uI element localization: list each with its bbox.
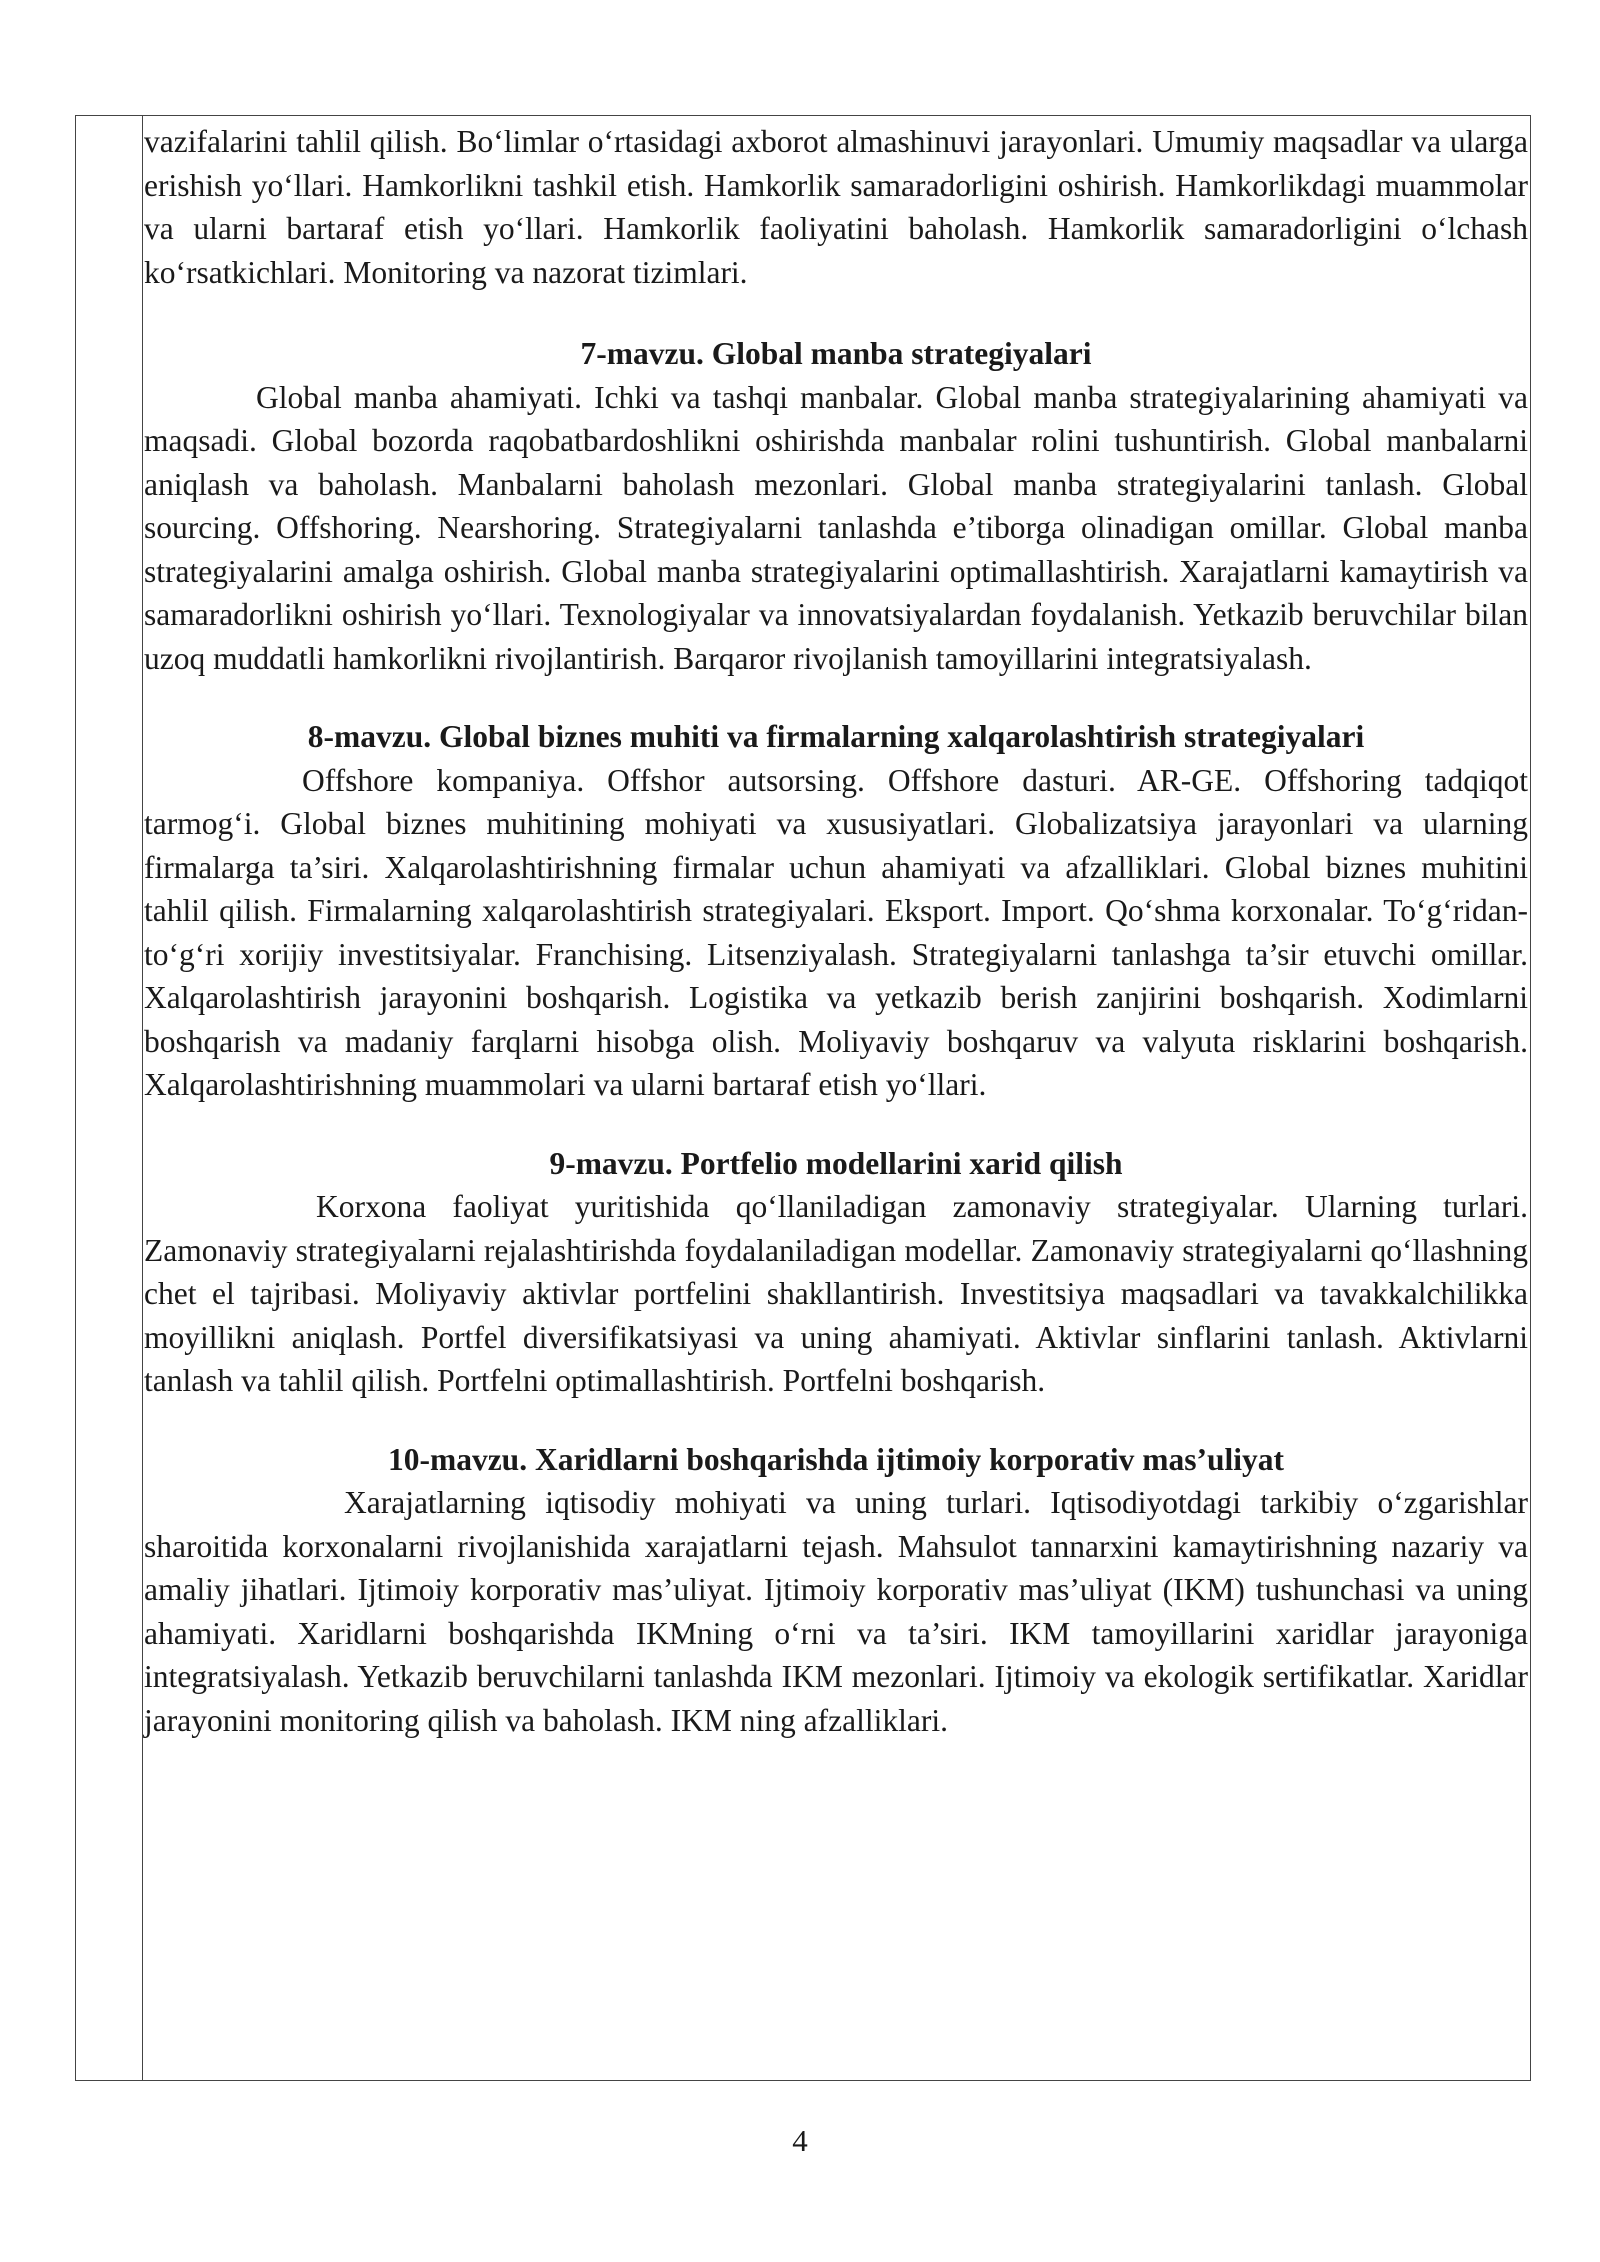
section-body-10: Xarajatlarning iqtisodiy mohiyati va uning turlari. Iqtisodiyotdagi tarkibiy o‘zgarishlar sharoitida korxonalarni rivojlanishida xarajatlarni tejash. Mahsulot tannarxini kamaytirishning nazariy va amaliy jihatlari. Ijtimoiy korporativ mas’uliyat. Ijtimoiy korporativ mas’uliyat (IKM) tushunchasi va uning ahamiyati. Xaridlarni boshqarishda IKMning o‘rni va ta’siri. IKM tamoyillarini xaridlar jarayoniga integratsiyalash. Yetkazib beruvchilarni tanlashda IKM mezonlari. Ijtimoiy va ekologik sertifikatlar. Xaridlar jarayonini monitoring qilish va baholash. IKM ning afzalliklari. bbox=[144, 1485, 1528, 1738]
section-body-9: Korxona faoliyat yuritishida qo‘llaniladigan zamonaviy strategiyalar. Ularning turlari. Zamonaviy strategiyalarni rejalashtirishda foydalaniladigan modellar. Zamonaviy strategiyalarni qo‘llashning chet el tajribasi. Moliyaviy aktivlar portfelini shakllantirish. Investitsiya maqsadlari va tavakkalchilikka moyillikni aniqlash. Portfel diversifikatsiyasi va uning ahamiyati. Aktivlar sinflarini tanlash. Aktivlarni tanlash va tahlil qilish. Portfelni optimallashtirish. Portfelni boshqarish. bbox=[144, 1189, 1528, 1398]
content-table bbox=[75, 115, 1531, 2081]
section-body-8: Offshore kompaniya. Offshor autsorsing. Offshore dasturi. AR-GE. Offshoring tadqiqot tarmog‘i. Global biznes muhitining mohiyati va xususiyatlari. Globalizatsiya jarayonlari va ularning firmalarga ta’siri. Xalqarolashtirishning firmalar uchun ahamiyati va afzalliklari. Global biznes muhitini tahlil qilish. Firmalarning xalqarolashtirish strategiyalari. Eksport. Import. Qo‘shma korxonalar. To‘g‘ridan-to‘g‘ri xorijiy investitsiyalar. Franchising. Litsenziyalash. Strategiyalarni tanlashga ta’sir etuvchi omillar. Xalqarolashtirish jarayonini boshqarish. Logistika va yetkazib berish zanjirini boshqarish. Xodimlarni boshqarish va madaniy farqlarni hisobga olish. Moliyaviy boshqaruv va valyuta risklarini boshqarish. Xalqarolashtirishning muammolari va ularni bartaraf etish yo‘llari. bbox=[144, 762, 1528, 1102]
section-heading-8: 8-mavzu. Global biznes muhiti va firmalarning xalqarolashtirish strategiyalari bbox=[307, 719, 1365, 754]
section-heading-9: 9-mavzu. Portfelio modellarini xarid qilish bbox=[549, 1145, 1123, 1181]
section-heading-7: 7-mavzu. Global manba strategiyalari bbox=[580, 336, 1092, 371]
section-body-7: Global manba ahamiyati. Ichki va tashqi manbalar. Global manba strategiyalarining ahamiyati va maqsadi. Global bozorda raqobatbardoshlikni oshirishda manbalar rolini tushuntirish. Global manbalarni aniqlash va baholash. Manbalarni baholash mezonlari. Global manba strategiyalarini tanlash. Global sourcing. Offshoring. Nearshoring. Strategiyalarni tanlashda e’tiborga olinadigan omillar. Global manba strategiyalarini amalga oshirish. Global manba strategiyalarini optimallashtirish. Xarajatlarni kamaytirish va samaradorlikni oshirish yo‘llari. Texnologiyalar va innovatsiyalardan foydalanish. Yetkazib beruvchilar bilan uzoq muddatli hamkorlikni rivojlantirish. Barqaror rivojlanish tamoyillarini integratsiyalash. bbox=[144, 379, 1528, 676]
table-column-divider bbox=[142, 116, 143, 2080]
table-content-cell bbox=[144, 120, 1528, 1742]
intro-paragraph: vazifalarini tahlil qilish. Bo‘limlar o‘rtasidagi axborot almashinuvi jarayonlari. Umumiy maqsadlar va ularga erishish yo‘llari. Hamkorlikni tashkil etish. Hamkorlik samaradorligini oshirish. Hamkorlikdagi muammolar va ularni bartaraf etish yo‘llari. Hamkorlik faoliyatini baholash. Hamkorlik samaradorligini o‘lchash ko‘rsatkichlari. Monitoring va nazorat tizimlari. bbox=[144, 124, 1528, 290]
page-number: 4 bbox=[792, 2123, 808, 2158]
section-heading-10: 10-mavzu. Xaridlarni boshqarishda ijtimoiy korporativ mas’uliyat bbox=[387, 1441, 1285, 1477]
